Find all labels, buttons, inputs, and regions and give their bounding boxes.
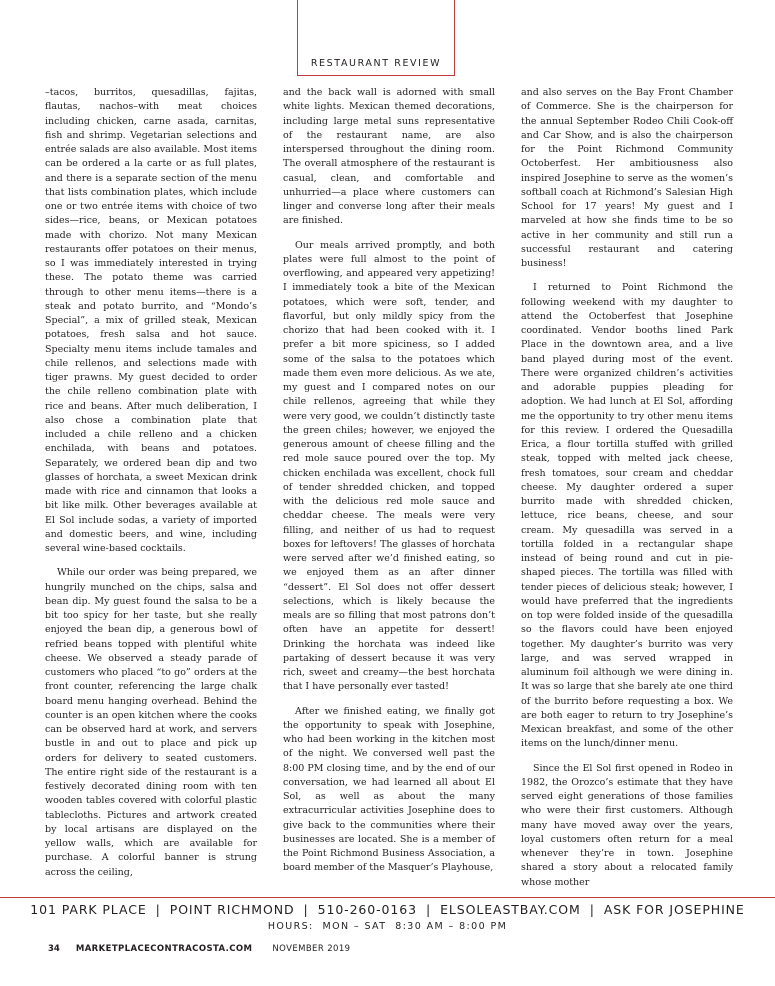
- paragraph: While our order was being prepared, we hungrily munched on the chips, salsa and bean dip. My guest found the salsa to be a bit too spicy for her taste, but she really enjoyed the bean dip, a generous bowl of refried beans topped with plentiful white cheese. We observed a steady parade of customers who placed “to go” orders at the front counter, referencing the large chalk board menu hanging overhead. Behind the counter is an open kitchen where the cooks can be observed hard at work, and servers bustle in and out to place and pick up orders for delivery to seated customers. The entire right side of the restaurant is a festively decorated dining room with ten wooden tables covered with colorful plastic tablecloths. Pictures and artwork created by local artisans are displayed on the yellow walls, which are available for purchase. A colorful banner is strung across the ceiling,: [45, 567, 257, 878]
- website-link[interactable]: ELSOLEASTBAY.COM: [440, 902, 581, 917]
- section-label: RESTAURANT REVIEW: [310, 58, 442, 69]
- separator: |: [155, 902, 161, 917]
- phone: 510-260-0163: [317, 902, 417, 917]
- page-number: 34: [48, 944, 60, 954]
- hours: HOURS: MON – SAT 8:30 AM – 8:00 PM: [267, 921, 508, 932]
- article-column-3: [521, 86, 733, 890]
- issue-date: NOVEMBER 2019: [272, 944, 351, 954]
- paragraph: I returned to Point Richmond the following weekend with my daughter to attend the Octoberfest that Josephine coordinated. Vendor booths lined Park Place in the downtown area, and a live band played during most of the event. There were organized children’s activities and adorable puppies pleading for adoption. We had lunch at El Sol, affording me the opportunity to try other menu items for this review. I ordered the Quesadilla Erica, a flour tortilla stuffed with grilled steak, topped with melted jack cheese, fresh tomatoes, sour cream and cheddar cheese. My daughter ordered a super burrito made with shredded chicken, lettuce, rice beans, cheese, and sour cream. My quesadilla was served in a tortilla folded in a rectangular shape instead of being round and cut in pie-shaped pieces. The tortilla was filled with tender pieces of delicious steak; however, I would have preferred that the ingredients on top were folded inside of the quesadilla so the flavors could have been enjoyed together. My daughter’s burrito was very large, and was served wrapped in aluminum foil although we were dining in. It was so large that she barely ate one third of the burrito before requesting a box. We are both eager to return to try Josephine’s Mexican breakfast, and some of the other items on the lunch/dinner menu.: [521, 282, 733, 750]
- contact-person: ASK FOR JOSEPHINE: [603, 902, 745, 917]
- contact-line: [0, 902, 775, 917]
- address: 101 PARK PLACE: [30, 902, 147, 917]
- article-column-2: [283, 86, 495, 876]
- article-column-1: [45, 86, 257, 880]
- footer-divider: [0, 897, 775, 898]
- paragraph: Since the El Sol first opened in Rodeo in 1982, the Orozco’s estimate that they have served eight generations of those families who were their first customers. Although many have moved away over the years, loyal customers often return for a meal whenever they’re in town. Josephine shared a story about a relocated family whose mother: [521, 762, 733, 888]
- paragraph: After we finished eating, we finally got the opportunity to speak with Josephine, who had been working in the kitchen most of the night. We conversed well past the 8:00 PM closing time, and by the end of our conversation, we had learned all about El Sol, as well as about the many extracurricular activities Josephine does to give back to the communities where their businesses are located. She is a member of the Point Richmond Business Association, a board member of the Masquer’s Playhouse,: [283, 705, 495, 874]
- separator: |: [303, 902, 309, 917]
- separator: |: [425, 902, 432, 917]
- city: POINT RICHMOND: [169, 902, 295, 917]
- separator: |: [589, 902, 595, 917]
- paragraph: and also serves on the Bay Front Chamber of Commerce. She is the chairperson for the annual September Rodeo Chili Cook-off and Car Show, and is also the chairperson for the Point Richmond Community Octoberfest. Her ambitiousness also inspired Josephine to serve as the women’s softball coach at Richmond’s Salesian High School for 17 years! My guest and I marveled at how she finds time to be so active in her community and still run a successful restaurant and catering business!: [521, 87, 733, 269]
- paragraph: and the back wall is adorned with small white lights. Mexican themed decorations, including large metal suns representative of the restaurant name, are also interspersed throughout the dining room. The overall atmosphere of the restaurant is casual, clean, and comfortable and unhurried—a place where customers can linger and converse long after their meals are finished.: [283, 87, 495, 227]
- paragraph: –tacos, burritos, quesadillas, fajitas, flautas, nachos–with meat choices including chicken, carne asada, carnitas, fish and shrimp. Vegetarian selections and entrée salads are also available. Most items can be ordered a la carte or as full plates, and there is a separate section of the menu that lists combination plates, which include one or two entrée items with choice of two sides—rice, beans, or Mexican potatoes made with chorizo. Not many Mexican restaurants offer potatoes on their menus, so I was immediately interested in trying these. The potato theme was carried through to other menu items—there is a steak and potato burrito, and “Mondo’s Special”, a mix of grilled steak, Mexican potatoes, fresh salsa and hot sauce. Specialty menu items include tamales and chile rellenos, and selections made with tiger prawns. My guest decided to order the chile relleno combination plate with rice and beans. After much deliberation, I also chose a combination plate that included a chile relleno and a chicken enchilada, with beans and potatoes. Separately, we ordered bean dip and two glasses of horchata, a sweet Mexican drink made with rice and cinnamon that looks a bit like milk. Other beverages available at El Sol include sodas, a variety of imported and domestic beers, and wine, including several wine-based cocktails.: [45, 87, 257, 554]
- paragraph: Our meals arrived promptly, and both plates were full almost to the point of overflowing, and appeared very appetizing! I immediately took a bite of the Mexican potatoes, which were soft, tender, and flavorful, but only mildly spicy from the chorizo that had been cooked with it. I prefer a bit more spiciness, so I added some of the salsa to the potatoes which made them even more delicious. As we ate, my guest and I compared notes on our chile rellenos, agreeing that while they were very good, we couldn’t distinctly taste the green chiles; however, we enjoyed the generous amount of cheese filling and the red mole sauce poured over the top. My chicken enchilada was excellent, chock full of tender shredded chicken, and topped with the delicious red mole sauce and cheddar cheese. The meals were very filling, and neither of us had to request boxes for leftovers! The glasses of horchata were served after we’d finished eating, so we enjoyed them as an after dinner “dessert”. El Sol does not offer dessert selections, which is likely because the meals are so filling that most patrons don’t often have an appetite for dessert! Drinking the horchata was indeed like partaking of dessert because it was very rich, sweet and creamy—the best horchata that I have personally ever tasted!: [283, 239, 495, 693]
- folio: [48, 944, 350, 954]
- magazine-website: MARKETPLACECONTRACOSTA.COM: [75, 944, 253, 954]
